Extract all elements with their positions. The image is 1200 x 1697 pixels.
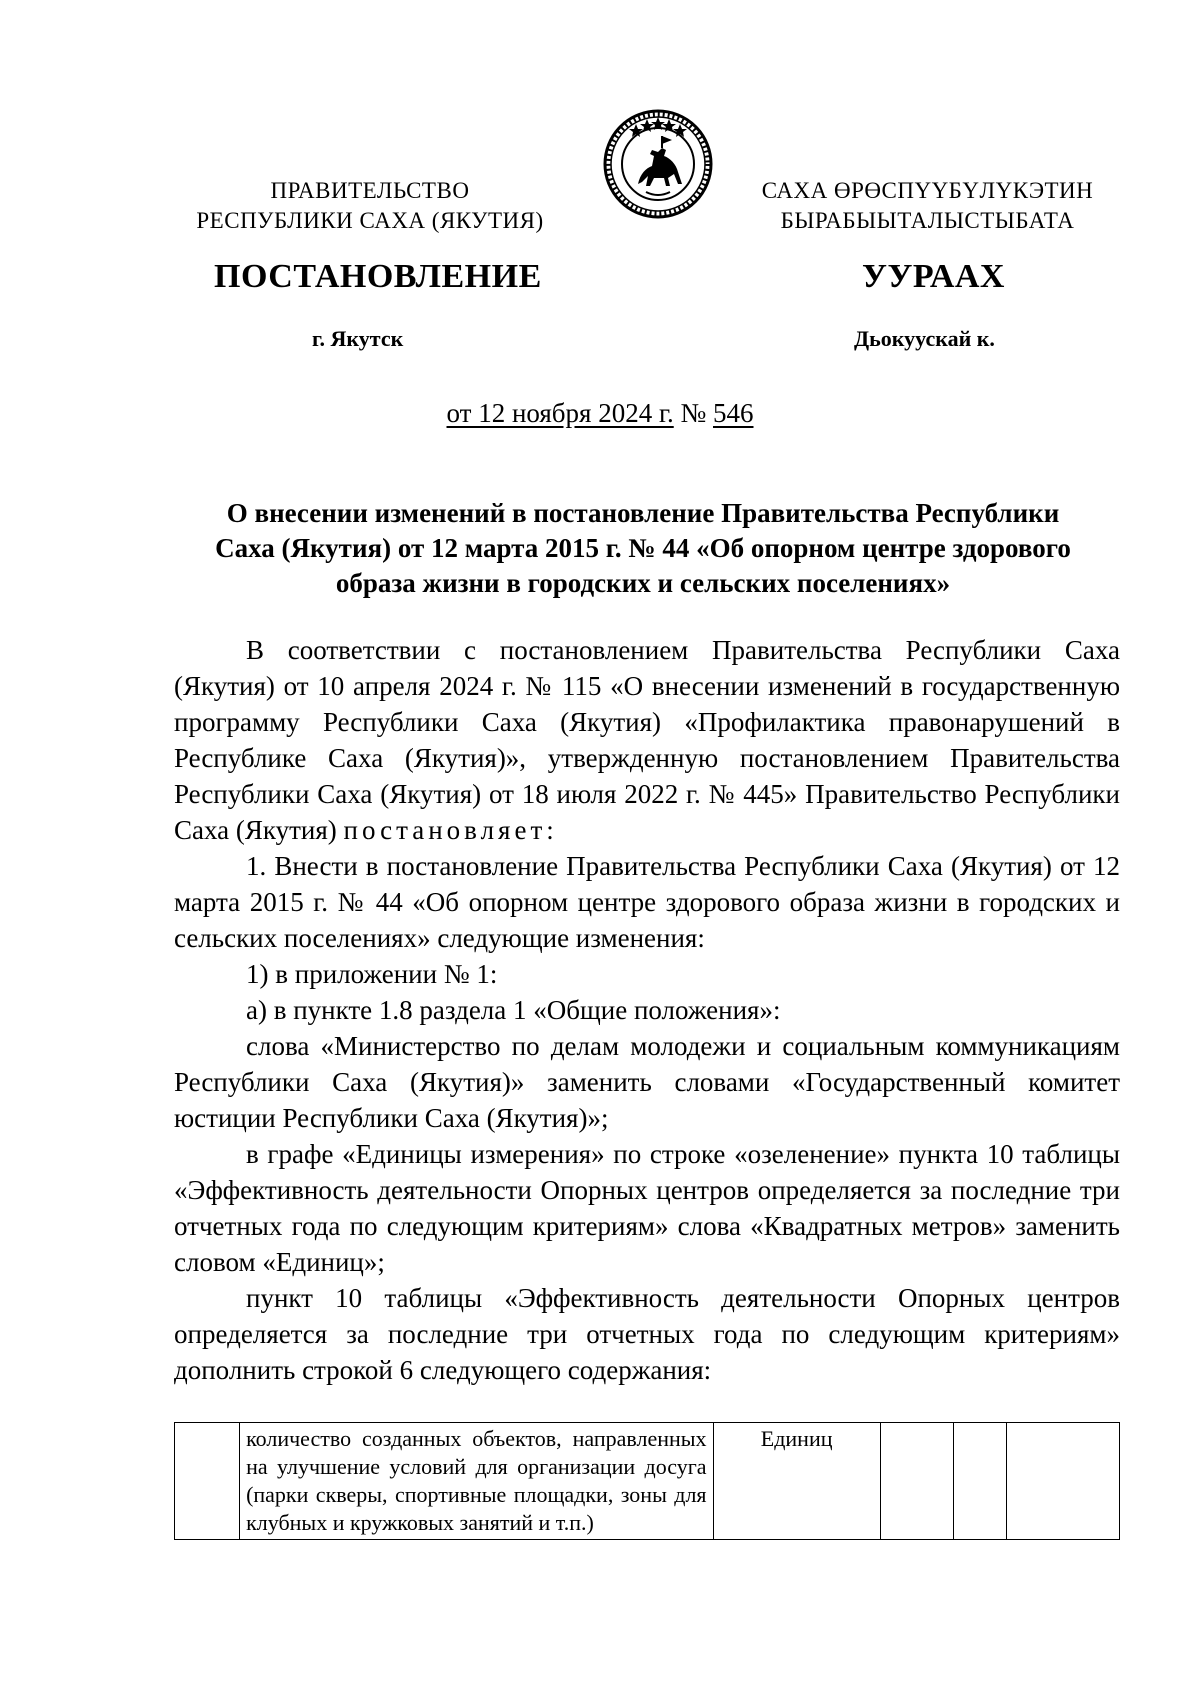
document-number: 546 (713, 398, 754, 428)
table-cell-empty (953, 1423, 1006, 1540)
document-date-number (0, 398, 1200, 429)
paragraph-item-1: 1. Внести в постановление Правительства Республики Саха (Якутия) от 12 марта 2015 г. № 44 «Об опорном центре здорового образа жизни в городских и сельских поселениях» следующие изменения: (174, 851, 1120, 953)
table-cell-empty (1006, 1423, 1119, 1540)
header-issuer-ru (180, 176, 560, 236)
doc-type-sah: УУРААХ (862, 258, 1005, 295)
header-issuer-sah (745, 176, 1110, 236)
table-cell-unit: Единиц (713, 1423, 880, 1540)
city-ru: г. Якутск (312, 326, 404, 351)
table-cell-number (175, 1423, 240, 1540)
city-sah: Дьокуускай к. (854, 326, 995, 351)
table-cell-criterion: количество созданных объектов, направленных на улучшение условий для организации досуга (парки скверы, спортивные площадки, зоны для клубных и кружковых занятий и т.п.) (240, 1423, 714, 1540)
title-line2: Саха (Якутия) от 12 марта 2015 г. № 44 «Об опорном центре здорового (215, 533, 1071, 563)
amendment-table (174, 1422, 1120, 1540)
title-line3: образа жизни в городских и сельских поселениях» (335, 568, 951, 598)
paragraph-subitem-1: 1) в приложении № 1: (246, 959, 498, 989)
paragraph-add-row: пункт 10 таблицы «Эффективность деятельности Опорных центров определяется за последние три отчетных года по следующим критериям» дополнить строкой 6 следующего содержания: (174, 1283, 1120, 1385)
issuer-ru-line1: ПРАВИТЕЛЬСТВО (270, 178, 470, 203)
preamble-decree-word: постановляет: (343, 815, 558, 845)
document-body (174, 632, 1120, 1388)
document-date: от 12 ноября 2024 г. (446, 398, 674, 428)
table-cell-empty (880, 1423, 953, 1540)
document-title (168, 496, 1118, 601)
preamble-text: В соответствии с постановлением Правительства Республики Саха (Якутия) от 10 апреля 2024 г. № 115 «О внесении изменений в государственную программу Республики Саха (Якутия) «Профилактика правонарушений в Республике Саха (Якутия)», утвержденную постановлением Правительства Республики Саха (Якутия) от 18 июля 2022 г. № 445» Правительство Республики Саха (Якутия) (174, 635, 1120, 845)
paragraph-subitem-a: а) в пункте 1.8 раздела 1 «Общие положения»: (246, 995, 781, 1025)
issuer-sah-line1: САХА ӨРӨСПҮҮБҮЛҮКЭТИН (761, 178, 1094, 203)
issuer-sah-line2: БЫРАБЫЫТАЛЫСТЫБАТА (780, 208, 1075, 233)
number-sign: № (673, 398, 713, 428)
table-row (175, 1423, 1120, 1540)
paragraph-preamble (174, 632, 1120, 848)
republic-emblem-icon (602, 108, 714, 220)
doc-type-ru: ПОСТАНОВЛЕНИЕ (214, 258, 542, 295)
paragraph-words-replace: слова «Министерство по делам молодежи и социальным коммуникациям Республики Саха (Якутия)» заменить словами «Государственный комитет юстиции Республики Саха (Якутия)»; (174, 1031, 1120, 1133)
issuer-ru-line2: РЕСПУБЛИКИ САХА (ЯКУТИЯ) (196, 208, 544, 233)
title-line1: О внесении изменений в постановление Правительства Республики (226, 498, 1060, 528)
paragraph-units-replace: в графе «Единицы измерения» по строке «озеленение» пункта 10 таблицы «Эффективность деятельности Опорных центров определяется за последние три отчетных года по следующим критериям» слова «Квадратных метров» заменить словом «Единиц»; (174, 1139, 1120, 1277)
